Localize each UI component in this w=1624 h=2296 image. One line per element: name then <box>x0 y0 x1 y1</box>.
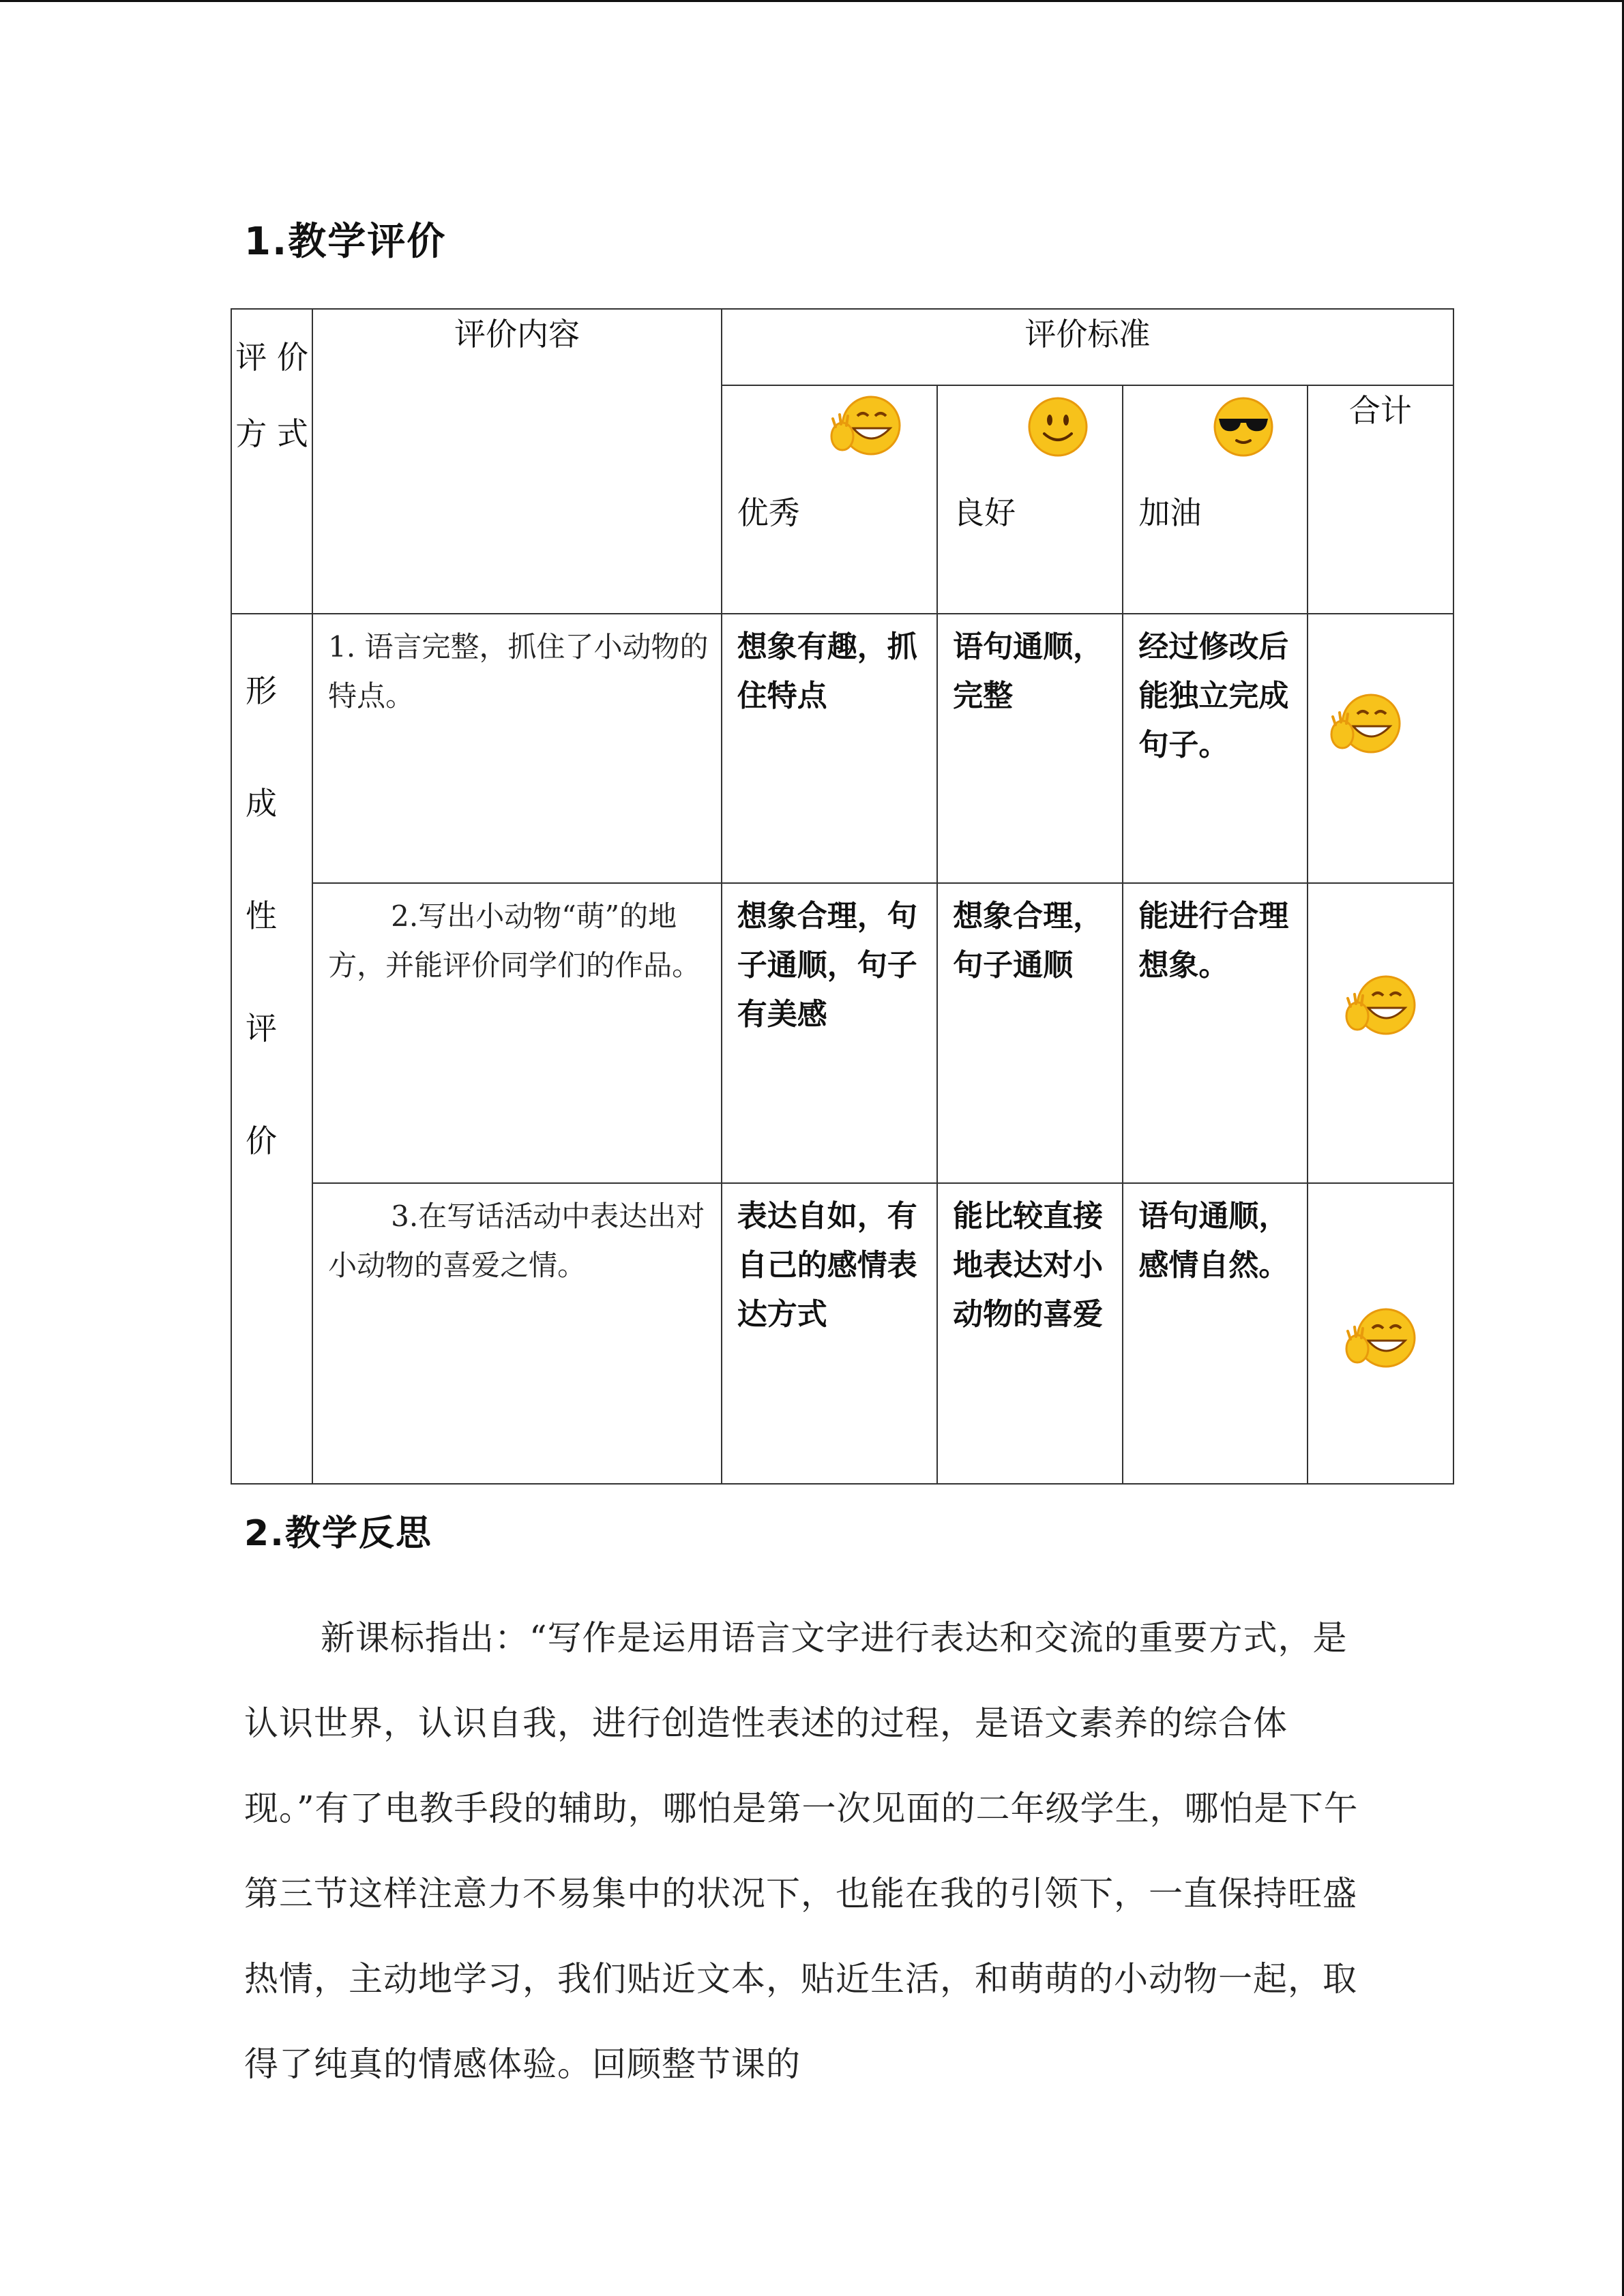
level-excellent-label: 优秀 <box>737 494 800 532</box>
level-total-header: 合计 <box>1308 385 1453 613</box>
level-good-header <box>937 385 1123 613</box>
try-cell <box>1123 883 1307 1184</box>
laughing-waving-emoji-icon <box>1329 689 1404 758</box>
reflection-paragraph: 新课标指出：“写作是运用语言文字进行表达和交流的重要方式，是认识世界，认识自我，进行创造性表述的过程，是语文素养的综合体现。”有了电教手段的辅助，哪怕是第一次见面的二年级学生，哪怕是下午第三节这样注意力不易集中的状况下，也能在我的引领下，一直保持旺盛热情，主动地学习，我们贴近文本，贴近生活，和萌萌的小动物一起，取得了纯真的情感体验。回顾整节课的 <box>244 1618 1359 2084</box>
content-cell <box>312 614 722 883</box>
good-cell <box>937 614 1123 883</box>
section-heading-reflection: 2.教学反思 <box>244 1513 432 1554</box>
level-good-label: 良好 <box>953 494 1016 532</box>
excellent-cell <box>722 1183 937 1484</box>
method-body-char: 评 <box>246 1009 277 1047</box>
method-header-char: 评 <box>235 339 267 376</box>
level-try-label: 加油 <box>1138 494 1202 532</box>
row-content-text: 1. 语言完整，抓住了小动物的特点。 <box>328 629 709 713</box>
row-try-text: 经过修改后能独立完成句子。 <box>1138 629 1289 762</box>
excellent-cell <box>722 883 937 1184</box>
level-excellent-header <box>722 385 937 613</box>
method-header-cell <box>231 309 312 614</box>
row-excellent-text: 想象有趣，抓住特点 <box>737 629 917 713</box>
row-try-text: 能进行合理想象。 <box>1138 898 1289 983</box>
row-try-text: 语句通顺，感情自然。 <box>1138 1199 1289 1283</box>
section-heading-evaluation: 1.教学评价 <box>244 220 447 264</box>
content-cell <box>312 883 722 1184</box>
row-content-text: 3.在写话活动中表达出对小动物的喜爱之情。 <box>328 1199 705 1283</box>
content-cell <box>312 1183 722 1484</box>
laughing-waving-emoji-icon <box>1344 971 1419 1039</box>
laughing-waving-emoji-icon <box>1344 1304 1419 1372</box>
total-cell <box>1308 1183 1453 1484</box>
row-good-text: 语句通顺，完整 <box>953 629 1104 713</box>
total-cell <box>1308 883 1453 1184</box>
row-content-text: 2.写出小动物“萌”的地方，并能评价同学们的作品。 <box>328 899 701 982</box>
try-cell <box>1123 614 1307 883</box>
level-try-header <box>1123 385 1307 613</box>
page-top-edge <box>0 0 1624 2</box>
standard-header: 评价标准 <box>722 309 1453 385</box>
good-cell <box>937 1183 1123 1484</box>
evaluation-table <box>231 308 1454 1485</box>
method-body-char: 性 <box>246 897 277 934</box>
laughing-waving-emoji-icon <box>829 391 904 460</box>
row-excellent-text: 想象合理，句子通顺，句子有美感 <box>737 898 917 1032</box>
row-excellent-text: 表达自如，有自己的感情表达方式 <box>737 1199 917 1332</box>
row-good-text: 想象合理，句子通顺 <box>953 898 1104 983</box>
smiley-face-emoji-icon <box>1025 394 1091 460</box>
method-body-char: 形 <box>246 672 277 709</box>
try-cell <box>1123 1183 1307 1484</box>
method-header-char: 价 <box>276 339 308 376</box>
method-body-char: 成 <box>246 784 277 822</box>
good-cell <box>937 883 1123 1184</box>
method-header-char: 式 <box>276 415 308 452</box>
method-body-char: 价 <box>246 1122 277 1159</box>
row-good-text: 能比较直接地表达对小动物的喜爱 <box>953 1199 1104 1332</box>
total-cell <box>1308 614 1453 883</box>
sunglasses-emoji-icon <box>1209 394 1278 460</box>
method-header-char: 方 <box>235 415 267 452</box>
excellent-cell <box>722 614 937 883</box>
method-body-cell <box>231 614 312 1485</box>
content-header: 评价内容 <box>312 309 722 614</box>
